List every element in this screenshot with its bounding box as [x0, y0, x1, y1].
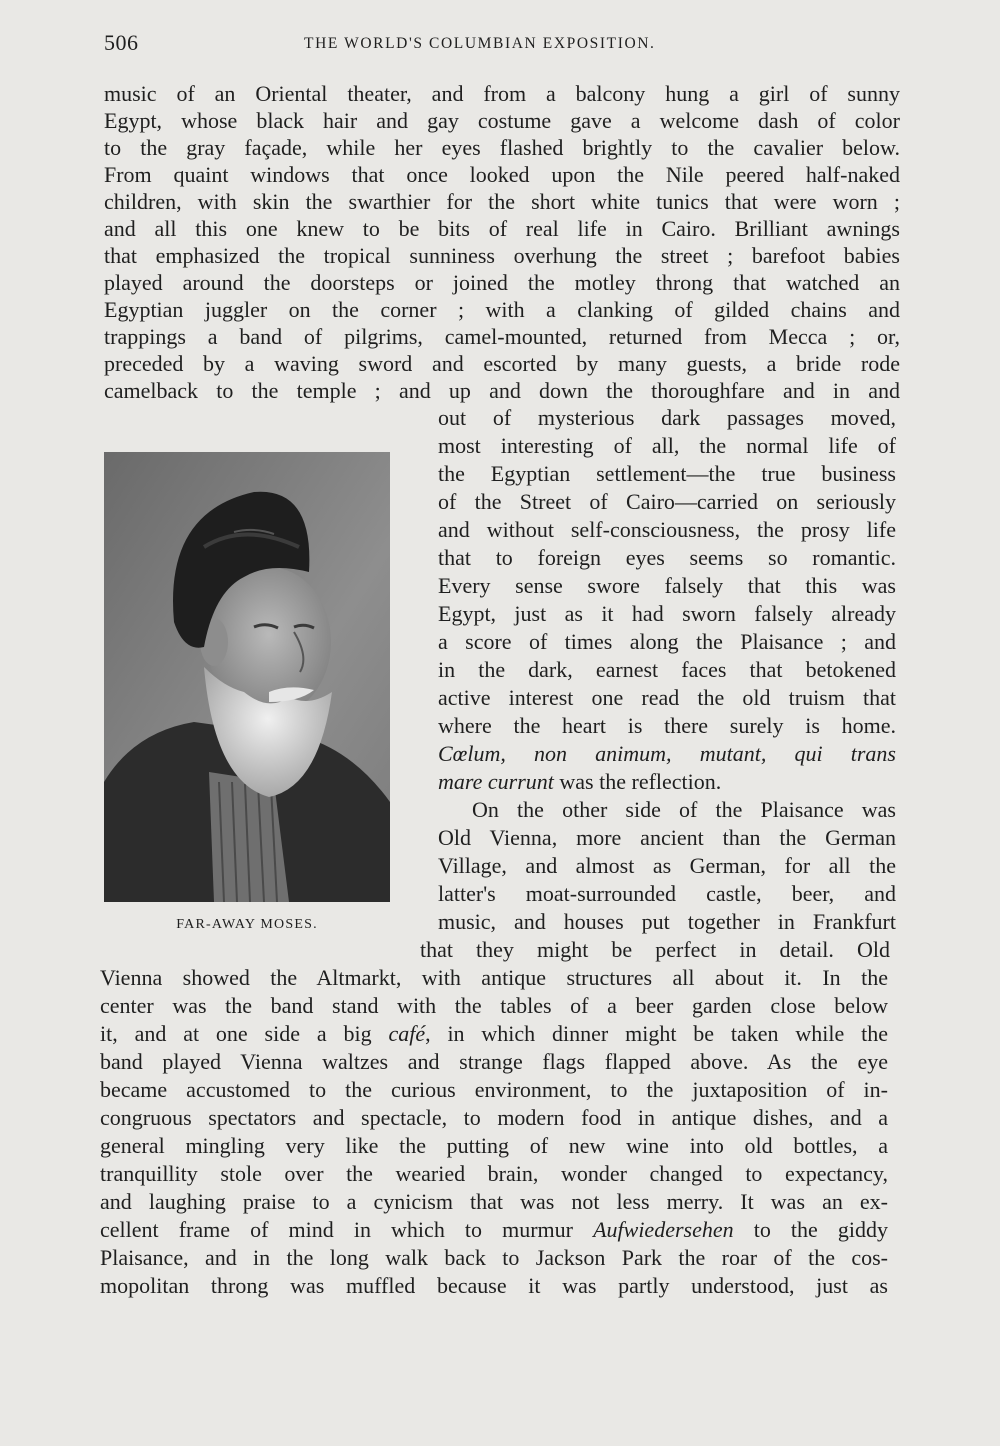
text-line: in the dark, earnest faces that betokened	[438, 657, 896, 682]
figure-caption: FAR-AWAY MOSES.	[176, 917, 318, 932]
text-line: out of mysterious dark passages moved,	[438, 405, 896, 430]
text-line: center was the band stand with the tables of a beer garden close below	[100, 993, 888, 1018]
text-line: preceded by a waving sword and escorted by many guests, a bride rode	[104, 351, 900, 376]
text-line: band played Vienna waltzes and strange flags flapped above. As the eye	[100, 1049, 888, 1074]
text-line: most interesting of all, the normal life of	[438, 433, 896, 458]
text-line: Vienna showed the Altmarkt, with antique structures all about it. In the	[100, 965, 888, 990]
text-line: Egypt, just as it had sworn falsely already	[438, 601, 896, 626]
paragraph-start: On the other side of the Plaisance was	[472, 797, 896, 822]
running-title: THE WORLD'S COLUMBIAN EXPOSITION.	[304, 35, 656, 52]
text-line: camelback to the temple ; and up and down the thoroughfare and in and	[104, 378, 900, 403]
latin-quote: Cœlum, non animum, mutant, qui trans	[438, 741, 896, 766]
text-line: active interest one read the old truism that	[438, 685, 896, 710]
text-line: where the heart is there surely is home.	[438, 713, 896, 738]
text-line: trappings a band of pilgrims, camel-mounted, returned from Mecca ; or,	[104, 324, 900, 349]
text-line-aufwiedersehen	[100, 1216, 888, 1244]
text-fragment: it, and at one side a big	[100, 1021, 389, 1046]
text-line: became accustomed to the curious environment, to the juxtaposition of in-	[100, 1077, 888, 1102]
latin-quote-line	[438, 740, 896, 768]
text-line: Old Vienna, more ancient than the German	[438, 825, 896, 850]
text-line: played around the doorsteps or joined the motley throng that watched an	[104, 270, 900, 295]
text-line: From quaint windows that once looked upon the Nile peered half-naked	[104, 162, 900, 187]
text-line: latter's moat-surrounded castle, beer, and	[438, 881, 896, 906]
text-line: the Egyptian settlement—the true business	[438, 461, 896, 486]
text-line: Egypt, whose black hair and gay costume gave a welcome dash of color	[104, 108, 900, 133]
text-line: and laughing praise to a cynicism that was not less merry. It was an ex-	[100, 1189, 888, 1214]
text-fragment: cellent frame of mind in which to murmur	[100, 1217, 594, 1242]
text-line: and all this one knew to be bits of real life in Cairo. Brilliant awnings	[104, 216, 900, 241]
portrait-photo	[104, 452, 390, 902]
text-fragment: was the reflection.	[553, 769, 722, 794]
latin-quote-line-end	[438, 768, 896, 796]
text-line: that emphasized the tropical sunniness overhung the street ; barefoot babies	[104, 243, 900, 268]
text-line: Plaisance, and in the long walk back to Jackson Park the roar of the cos-	[100, 1245, 888, 1270]
text-line-cafe	[100, 1020, 888, 1048]
italic-word: Aufwiedersehen	[593, 1217, 734, 1242]
text-line: mopolitan throng was muffled because it was partly understood, just as	[100, 1273, 888, 1298]
text-line: congruous spectators and spectacle, to modern food in antique dishes, and a	[100, 1105, 888, 1130]
text-line: to the gray façade, while her eyes flashed brightly to the cavalier below.	[104, 135, 900, 160]
text-line: Egyptian juggler on the corner ; with a clanking of gilded chains and	[104, 297, 900, 322]
text-line: general mingling very like the putting of new wine into old bottles, a	[100, 1133, 888, 1158]
text-fragment: , in which dinner might be taken while the	[425, 1021, 889, 1046]
text-line: tranquillity stole over the wearied brain, wonder changed to expectancy,	[100, 1161, 888, 1186]
text-line: Every sense swore falsely that this was	[438, 573, 896, 598]
text-line: a score of times along the Plaisance ; and	[438, 629, 896, 654]
text-line: that to foreign eyes seems so romantic.	[438, 545, 896, 570]
text-line: music, and houses put together in Frankfurt	[438, 909, 896, 934]
text-fragment: to the giddy	[733, 1217, 889, 1242]
text-line: Village, and almost as German, for all the	[438, 853, 896, 878]
text-line: children, with skin the swarthier for the short white tunics that were worn ;	[104, 189, 900, 214]
italic-word: café	[388, 1021, 426, 1046]
text-line: music of an Oriental theater, and from a balcony hung a girl of sunny	[104, 81, 900, 106]
latin-quote-cont: mare currunt	[438, 769, 554, 794]
portrait-illustration	[104, 452, 390, 902]
text-line: of the Street of Cairo—carried on seriously	[438, 489, 896, 514]
text-line: that they might be perfect in detail. Old	[420, 937, 890, 962]
running-head	[104, 30, 900, 60]
page-number: 506	[104, 30, 139, 55]
text-line: and without self-consciousness, the prosy life	[438, 517, 896, 542]
